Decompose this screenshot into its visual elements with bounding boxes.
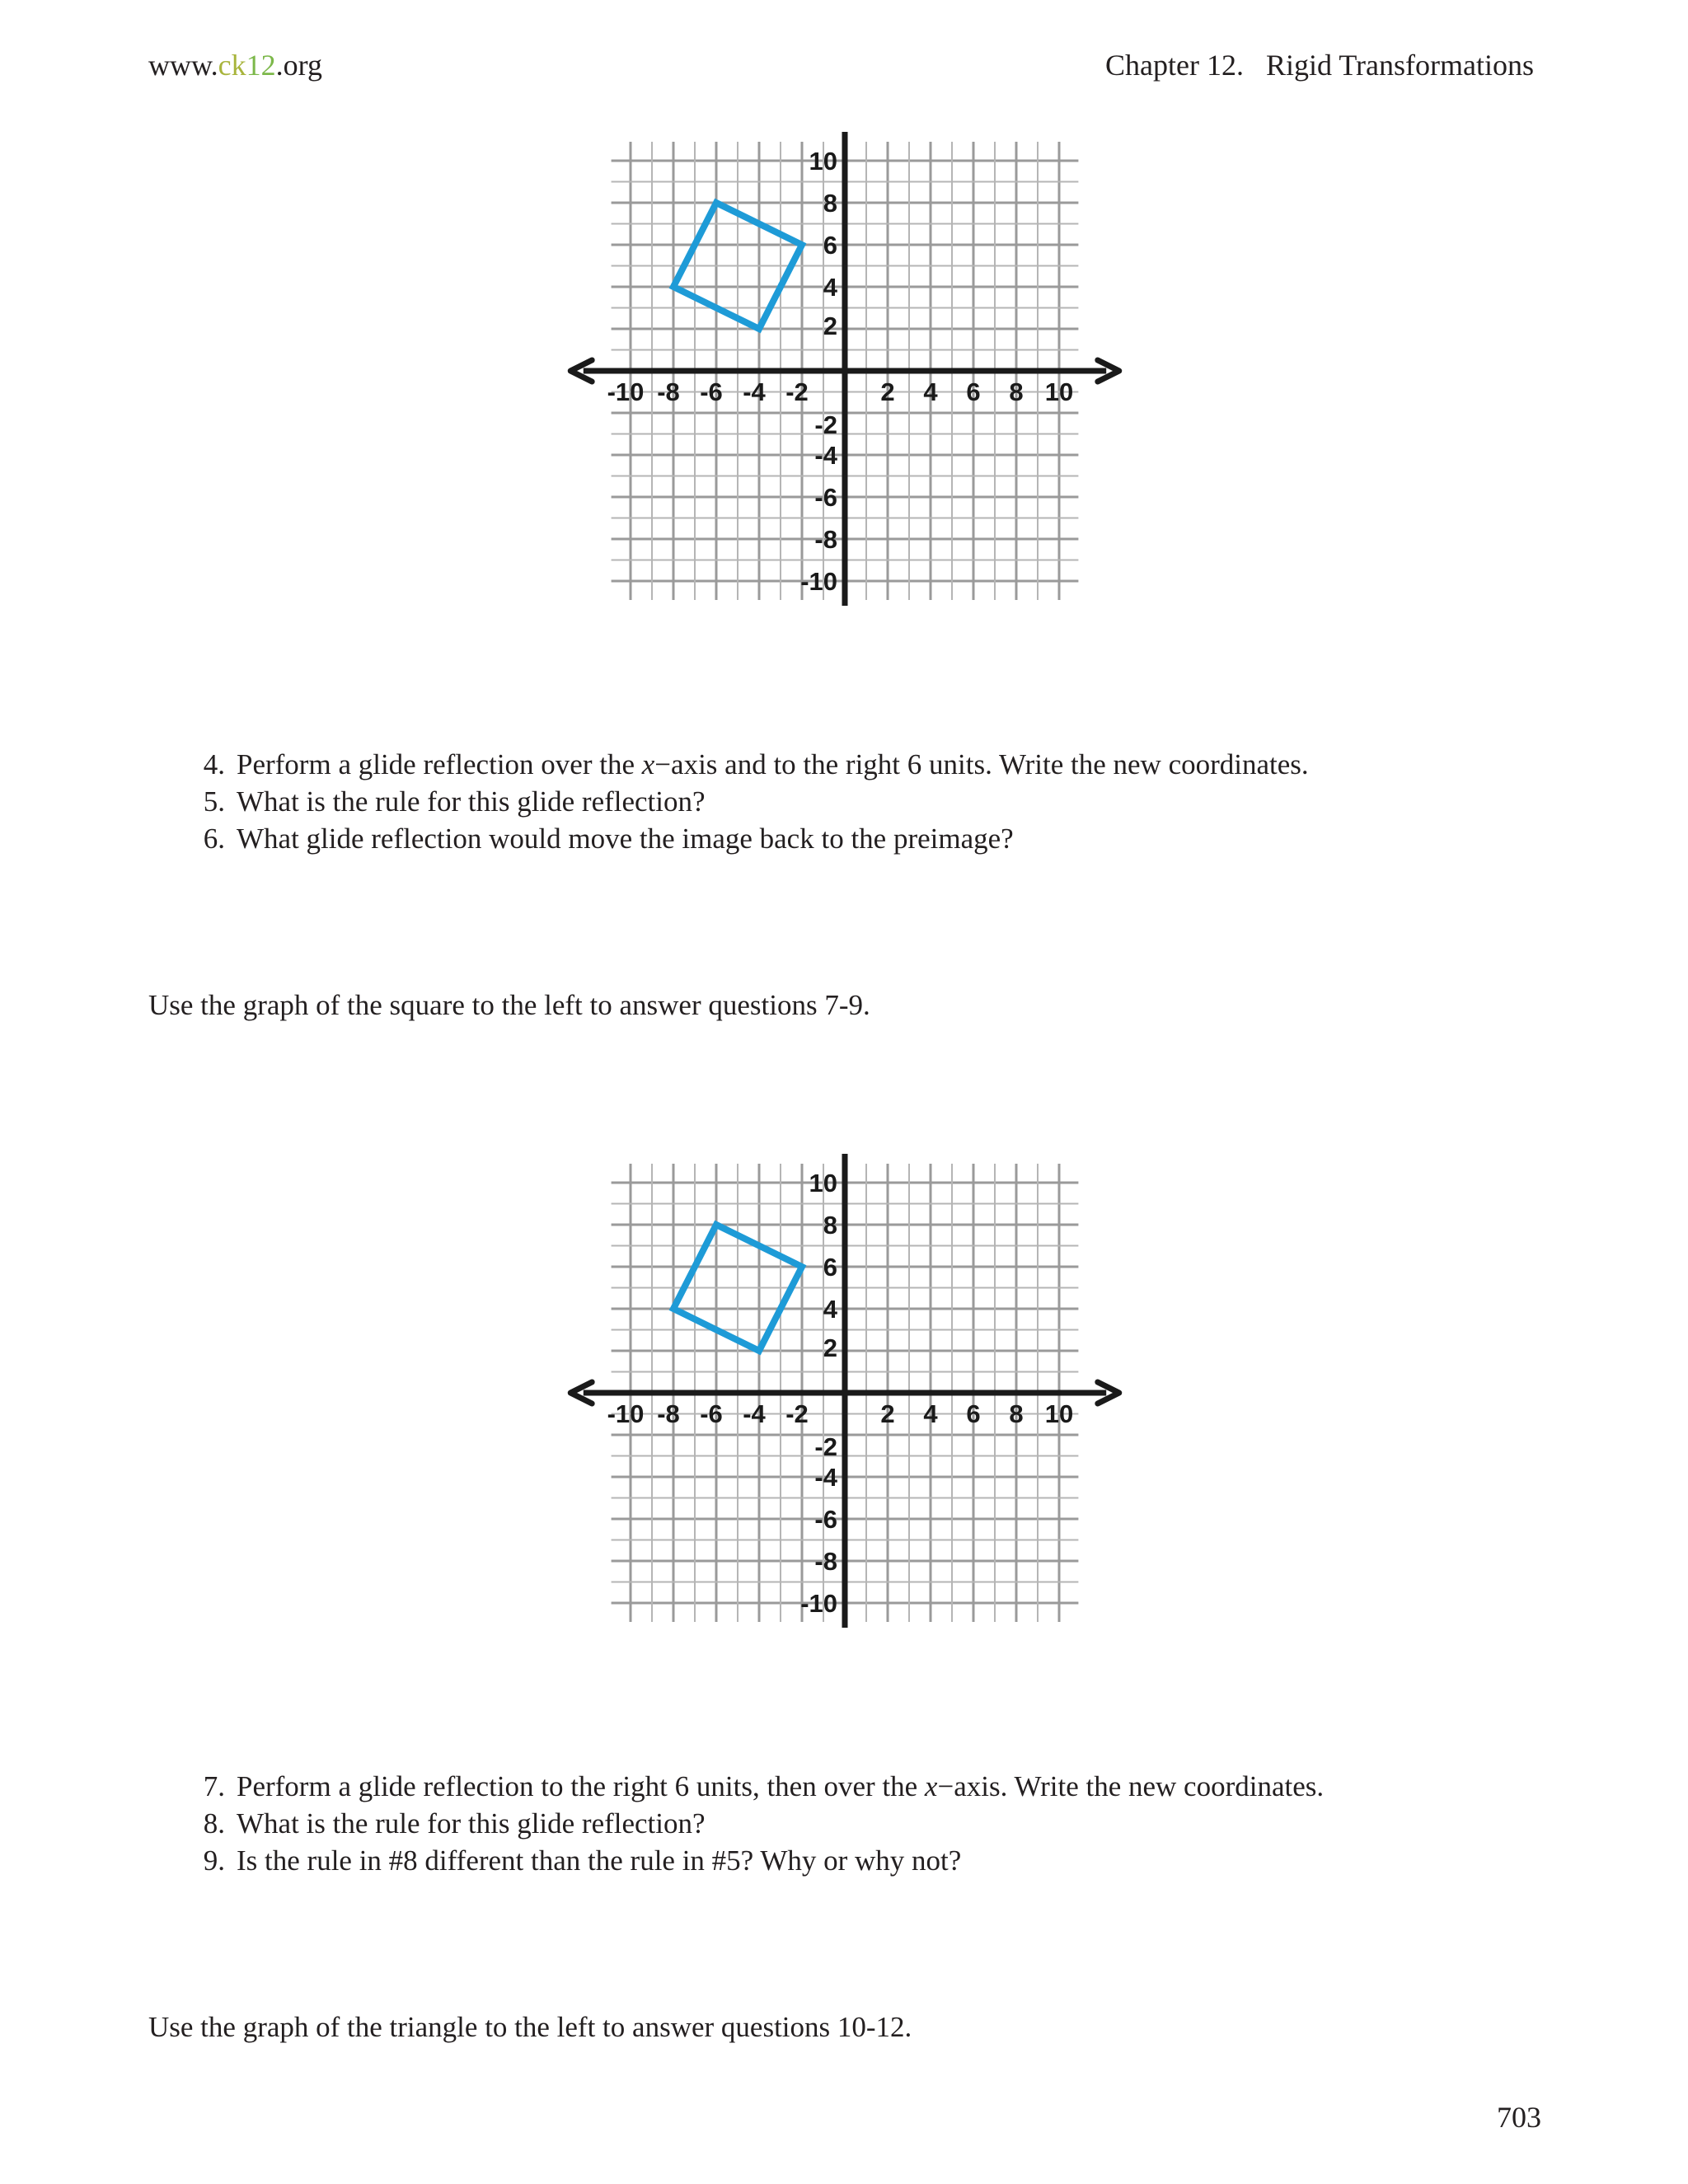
page-number: 703 (1497, 2101, 1541, 2134)
y-tick-label: 8 (823, 189, 837, 218)
x-tick-label: 10 (1044, 1399, 1074, 1428)
x-tick-label: -6 (700, 1399, 723, 1428)
chapter-title: Chapter 12. Rigid Transformations (1105, 49, 1534, 82)
coordinate-graph-2 (560, 1154, 1129, 1628)
y-tick-label: 6 (823, 1253, 837, 1282)
x-tick-label: 6 (966, 377, 981, 406)
site-suffix: .org (275, 49, 322, 82)
question-item (185, 746, 1309, 783)
question-text-before: Perform a glide reflection to the right 6 units, then over the (237, 1770, 925, 1802)
x-tick-label: -4 (743, 1399, 766, 1428)
question-text: Is the rule in #8 different than the rule in #5? Why or why not? (237, 1844, 962, 1877)
y-tick-label: -10 (800, 567, 837, 596)
question-text: What glide reflection would move the image back to the preimage? (237, 823, 1014, 855)
site-prefix: www. (148, 49, 218, 82)
x-tick-label: 2 (880, 1399, 895, 1428)
question-variable: x (924, 1770, 938, 1802)
graph-svg (560, 132, 1129, 606)
y-tick-label: -4 (814, 441, 837, 470)
question-list-4-6 (185, 746, 1309, 857)
x-tick-label: -8 (657, 377, 680, 406)
y-tick-label: -2 (814, 1432, 837, 1461)
site-ck: ck (218, 49, 246, 82)
x-tick-label: 10 (1044, 377, 1074, 406)
y-tick-label: -2 (814, 410, 837, 439)
question-item (185, 1842, 1324, 1879)
x-tick-label: 2 (880, 377, 895, 406)
x-tick-label: -6 (700, 377, 723, 406)
question-item (185, 820, 1309, 857)
y-tick-label: -6 (814, 1505, 837, 1534)
coordinate-graph-1 (560, 132, 1129, 606)
x-tick-label: 4 (923, 377, 938, 406)
y-tick-label: 8 (823, 1211, 837, 1240)
y-tick-label: 2 (823, 312, 837, 340)
question-text (237, 1768, 1324, 1805)
question-text-after: −axis and to the right 6 units. Write the new coordinates. (654, 748, 1309, 780)
instruction-triangle: Use the graph of the triangle to the left to answer questions 10-12. (148, 2011, 912, 2043)
x-tick-label: -10 (607, 377, 645, 406)
x-tick-label: -8 (657, 1399, 680, 1428)
question-text-after: −axis. Write the new coordinates. (937, 1770, 1325, 1802)
site-12: 12 (246, 49, 276, 82)
x-tick-label: 8 (1009, 377, 1024, 406)
y-tick-label: -6 (814, 483, 837, 512)
instruction-squares: Use the graph of the square to the left to answer questions 7-9. (148, 989, 870, 1021)
question-item (185, 783, 1309, 820)
y-tick-label: 2 (823, 1333, 837, 1362)
question-number: 4. (203, 748, 225, 780)
question-text (237, 746, 1309, 783)
x-tick-label: 8 (1009, 1399, 1024, 1428)
question-text: What is the rule for this glide reflection? (237, 785, 706, 818)
question-item (185, 1805, 1324, 1842)
graph-svg (560, 1154, 1129, 1628)
y-tick-label: -4 (814, 1463, 837, 1492)
y-tick-label: -10 (800, 1589, 837, 1618)
x-tick-label: -2 (785, 377, 809, 406)
y-tick-label: 4 (823, 1295, 837, 1324)
x-tick-label: 6 (966, 1399, 981, 1428)
x-tick-label: -4 (743, 377, 766, 406)
y-tick-label: 10 (809, 1169, 837, 1197)
y-tick-label: 6 (823, 231, 837, 260)
y-tick-label: 10 (809, 147, 837, 176)
x-tick-label: -2 (785, 1399, 809, 1428)
x-tick-label: 4 (923, 1399, 938, 1428)
question-variable: x (641, 748, 655, 780)
question-number: 9. (203, 1844, 225, 1877)
question-item (185, 1768, 1324, 1805)
y-tick-label: -8 (814, 1547, 837, 1576)
question-list-7-9 (185, 1768, 1324, 1879)
question-text-before: Perform a glide reflection over the (237, 748, 642, 780)
site-url[interactable] (148, 48, 322, 82)
question-number: 7. (203, 1770, 225, 1802)
question-number: 8. (203, 1807, 225, 1840)
y-tick-label: -8 (814, 525, 837, 554)
y-tick-label: 4 (823, 273, 837, 302)
x-tick-label: -10 (607, 1399, 645, 1428)
question-text: What is the rule for this glide reflection? (237, 1807, 706, 1840)
question-number: 5. (203, 785, 225, 818)
question-number: 6. (203, 823, 225, 855)
